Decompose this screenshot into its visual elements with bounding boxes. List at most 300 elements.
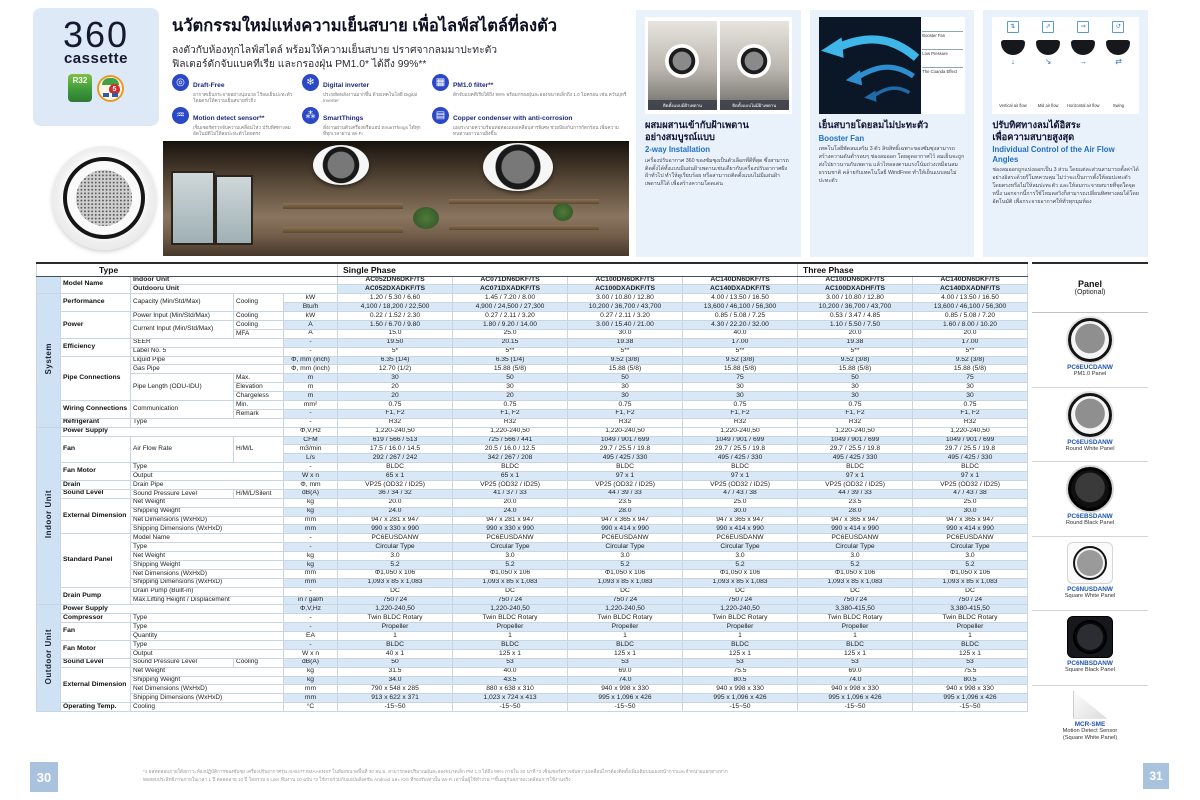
spec-value: DC <box>338 587 453 596</box>
feature-smartthings: ⁂ SmartThings สั่งงานผ่านตัวเครื่องหรือแอป SmartThings ได้ทุกที่ทุกเวลาผ่าน Wi-Fi <box>302 107 423 138</box>
unit-cell: A <box>284 320 338 329</box>
spec-value: 1049 / 901 / 699 <box>913 436 1028 445</box>
spec-value: 69.0 <box>798 667 913 676</box>
card-body: เทคโนโลยีพัดลมเสริม 3 ตัว ลิขสิทธิ์เฉพาะของซัมซุงสามารถสร้างความดันต่ำรอบๆ ช่องลมออก โดยดูดอากาศไว้ ลมเย็นจะถูกส่งไปยาวนานกับเพดาน แล้วไหลลงตามแรงโน้มถ่วงเหมือนลมธรรมชาติ คล้ายกับเทคโนโลยี WindFree ทำให้เย็นแบบลมไม่ปะทะตัว <box>818 145 965 184</box>
spec-value: 940 x 998 x 330 <box>683 685 798 694</box>
spec-value: 995 x 1,096 x 426 <box>683 694 798 703</box>
spec-value: 10,200 / 36,700 / 43,700 <box>798 303 913 312</box>
spec-value: 50 <box>338 658 453 667</box>
spec-value: 1,220-240,50 <box>568 605 683 614</box>
row-sublabel: Output <box>131 649 284 658</box>
spec-value: 30 <box>798 392 913 401</box>
unit-cell: Φ, mm (inch) <box>284 356 338 365</box>
spec-value: 750 / 24 <box>683 596 798 605</box>
spec-value: 65 x 1 <box>338 472 453 481</box>
spec-value: 20.15 <box>453 338 568 347</box>
flow-horizontal: ⇒ → Horizontal air flow <box>1067 21 1100 110</box>
r32-badge: R32 <box>68 74 92 102</box>
col-type-header: Type <box>37 263 338 276</box>
unit-cell: CFM <box>284 436 338 445</box>
cassette-silhouette <box>1036 40 1060 55</box>
draft-free-icon: ◎ <box>172 74 189 91</box>
spec-value: 940 x 998 x 330 <box>913 685 1028 694</box>
spec-value: BLDC <box>338 641 453 650</box>
row-subsublabel: MFA <box>234 329 284 338</box>
row-label: Sound Level <box>61 489 131 498</box>
spec-value: 990 x 330 x 990 <box>338 525 453 534</box>
circle-white-icon <box>1068 318 1112 362</box>
spec-value: Φ1,050 x 106 <box>453 569 568 578</box>
spec-value: PC6EUSDANW <box>913 534 1028 543</box>
spec-value: 23.5 <box>568 498 683 507</box>
spec-value: 1,093 x 85 x 1,083 <box>913 578 1028 587</box>
spec-value: 790 x 548 x 285 <box>338 685 453 694</box>
card-subtitle: Individual Control of the Air Flow Angles <box>992 145 1115 164</box>
unit-cell: Φ, mm (inch) <box>284 365 338 374</box>
indoor-model: AC100DN6DKF/TS <box>798 276 913 285</box>
row-subsublabel: Cooling <box>234 294 284 312</box>
flow-mid: ⇗ ↘ Mid air flow <box>1032 21 1065 110</box>
spec-value: BLDC <box>338 463 453 472</box>
spec-value: 0.75 <box>798 400 913 409</box>
spec-value: 0.53 / 3.47 / 4.85 <box>798 312 913 321</box>
spec-value: 30 <box>568 392 683 401</box>
spec-value: 880 x 638 x 310 <box>453 685 568 694</box>
unit-cell: W x n <box>284 472 338 481</box>
spec-value: 75 <box>913 374 1028 383</box>
spec-value: BLDC <box>798 641 913 650</box>
row-sublabel: Sound Pressure Level <box>131 658 234 667</box>
circle-white-icon <box>1068 393 1112 437</box>
spec-value: 0.75 <box>338 400 453 409</box>
spec-value: 24.0 <box>453 507 568 516</box>
spec-value: 1049 / 901 / 699 <box>683 436 798 445</box>
spec-value: 990 x 414 x 990 <box>913 525 1028 534</box>
spec-value: Twin BLDC Rotary <box>453 614 568 623</box>
spec-value: BLDC <box>913 463 1028 472</box>
spec-value: Twin BLDC Rotary <box>798 614 913 623</box>
spec-value: 5** <box>683 347 798 356</box>
spec-value: PC6EUSDANW <box>568 534 683 543</box>
spec-value: 20.0 <box>798 329 913 338</box>
spec-value: 30 <box>453 383 568 392</box>
feature-digital-inverter: ❄ Digital inverter ประหยัดพลังงานมากขึ้น ด้วยเทคโนโลยี Digital Inverter <box>302 74 423 105</box>
spec-value: Φ1,050 x 106 <box>913 569 1028 578</box>
panel-option <box>1032 462 1148 537</box>
unit-cell: kg <box>284 507 338 516</box>
spec-value: PC6EUSDANW <box>683 534 798 543</box>
row-sublabel: Label No. 5 <box>131 347 284 356</box>
spec-value: 28.0 <box>568 507 683 516</box>
row-label: Refrigerant <box>61 418 131 427</box>
spec-value: 30 <box>683 383 798 392</box>
unit-cell: mm <box>284 578 338 587</box>
spec-value: 36 / 34 / 32 <box>338 489 453 498</box>
unit-cell: Φ,V,Hz <box>284 605 338 614</box>
spec-value: F1, F2 <box>798 409 913 418</box>
unit-cell: m <box>284 392 338 401</box>
unit-cell: mm <box>284 525 338 534</box>
indoor-model: AC071DN6DKF/TS <box>453 276 568 285</box>
spec-value: 1049 / 901 / 699 <box>798 436 913 445</box>
unit-cell: mm <box>284 516 338 525</box>
spec-value: BLDC <box>568 641 683 650</box>
row-label: Power Supply <box>61 605 284 614</box>
cassette-grille <box>76 170 132 226</box>
spec-value: Φ1,050 x 106 <box>683 569 798 578</box>
spec-value: BLDC <box>453 463 568 472</box>
spec-value: Circular Type <box>453 543 568 552</box>
spec-value: Propeller <box>913 623 1028 632</box>
spec-value: 990 x 330 x 990 <box>453 525 568 534</box>
outdoor-unit-label: Outdooru Unit <box>131 285 338 294</box>
arrow-icon: ↘ <box>1044 57 1052 66</box>
row-label: External Dimension <box>61 498 131 534</box>
spec-value: Φ1,050 x 106 <box>338 569 453 578</box>
spec-value: Circular Type <box>338 543 453 552</box>
spec-value: 19.38 <box>798 338 913 347</box>
unit-cell: - <box>284 614 338 623</box>
spec-value: 947 x 365 x 947 <box>568 516 683 525</box>
row-label: Power <box>61 312 131 339</box>
row-subsublabel: H/M/L/Silent <box>234 489 284 498</box>
unit-cell: Φ, mm <box>284 480 338 489</box>
spec-value: 24.0 <box>338 507 453 516</box>
panel-option <box>1032 686 1148 761</box>
card-body: ช่องลมออกถูกแบ่งออกเป็น 3 ส่วน โดยแต่ละส่วนสามารถตั้งค่าได้อย่างอิสระด้วยรีโมทควบคุม ไม่ว่าจะเป็นการตั้งให้ลมปะทะตัวโดยตรงหรือไม่ให้ลมปะทะตัว และให้ลมกระจายสบายที่จุดใดจุดหนึ่ง นอกจากนี้การใช้โหมดสวิงก็สามารถเปลี่ยนทิศทางลมได้โดยอัตโนมัติ เพื่อกระจายอากาศให้ทั่วทุกมุมห้อง <box>992 166 1139 205</box>
page-number-right: 31 <box>1143 763 1169 789</box>
row-sublabel: Net Dimensions (WxHxD) <box>131 569 284 578</box>
spec-value: 342 / 267 / 208 <box>453 454 568 463</box>
spec-value: 1 <box>683 632 798 641</box>
panel-option <box>1032 611 1148 686</box>
spec-value: 1 <box>338 632 453 641</box>
spec-value: 0.27 / 2.11 / 3.20 <box>453 312 568 321</box>
spec-value: 4.00 / 13.50 / 16.50 <box>683 294 798 303</box>
unit-cell: kg <box>284 561 338 570</box>
spec-value: 1.50 / 6.70 / 9.80 <box>338 320 453 329</box>
spec-value: 495 / 425 / 330 <box>913 454 1028 463</box>
panel-option <box>1032 313 1148 388</box>
spec-value: 74.0 <box>568 676 683 685</box>
condenser-icon: ▤ <box>432 107 449 124</box>
panel-caption: Round White Panel <box>1065 445 1115 452</box>
spec-value: 940 x 998 x 330 <box>568 685 683 694</box>
indoor-unit-label: Indoor Unit <box>131 276 338 285</box>
spec-value: DC <box>683 587 798 596</box>
group-label: Indoor Unit <box>37 427 61 605</box>
indoor-model: AC140DN6DKF/TS <box>913 276 1028 285</box>
unit-cell: - <box>284 534 338 543</box>
row-label: Drain <box>61 480 131 489</box>
spec-value: 995 x 1,096 x 426 <box>568 694 683 703</box>
benefit-cards <box>636 10 1148 257</box>
indoor-model: AC140DN6DKF/TS <box>683 276 798 285</box>
unit-cell: kg <box>284 498 338 507</box>
spec-value: 5** <box>568 347 683 356</box>
row-subsublabel: Cooling <box>234 658 284 667</box>
row-sublabel: Type <box>131 543 284 552</box>
booster-fan-diagram: Booster Fan Low Pressure The Coanda Effect <box>819 17 966 114</box>
spec-value: 3.0 <box>568 552 683 561</box>
spec-value: 947 x 365 x 947 <box>683 516 798 525</box>
smartthings-icon: ⁂ <box>302 107 319 124</box>
spec-value: 13,600 / 46,100 / 56,300 <box>683 303 798 312</box>
row-label: Sound Level <box>61 658 131 667</box>
row-subsublabel: Cooling <box>234 320 284 329</box>
spec-value: Circular Type <box>568 543 683 552</box>
spec-value: 30 <box>798 383 913 392</box>
unit-cell: W x n <box>284 649 338 658</box>
panel-caption: Motion Detect Sensor <box>1062 727 1118 734</box>
footnotes: *1 ผลทดสอบภายใต้สภาวะห้องปฏิบัติการของซัมซุง เครื่องปรับอากาศรุ่น AH047TXMAAKNST ในห้องขนาดพื้นที่ 30 ลบ.ม. สามารถลดปริมาณฝุ่นละอองขนาดเล็ก PM 1.0 ได้ถึง 99% ภายใน 30 นาที *2 เซ็นเซอร์ตรวจจับความเคลื่อนไหวต้องติดตั้งเพิ่มเติมบนแผงหน้ากากและจำหน่ายแยกต่างหาก ทดสอบประสิทธิภาพภายในเวลา 1 ปี ตลอดอายุ 10 ปี โดยรวม 5 Liter ทีมงาน 10 ฉบับ *3 ใช้งานร่วมกับแอปพลิเคชัน Android และ iOS ที่รองรับเท่านั้น Wi-Fi เท่านั้นผู้ใช้ทำงาน **ขึ้นอยู่กับสภาพแวดล้อมการใช้งานจริง <box>143 769 728 782</box>
spec-value: 47 / 43 / 38 <box>913 489 1028 498</box>
installation-photos: ติดตั้งแบบมีฝ้าเพดาน ติดตั้งแบบไม่มีฝ้าเพดาน <box>645 17 792 114</box>
spec-value: 53 <box>683 658 798 667</box>
airflow-arrows <box>819 17 922 114</box>
group-label <box>37 276 61 294</box>
spec-value: 20 <box>338 383 453 392</box>
spec-value: 0.85 / 5.08 / 7.20 <box>913 312 1028 321</box>
spec-value: 495 / 425 / 330 <box>798 454 913 463</box>
logo-360: 360 <box>62 14 130 55</box>
spec-value: 20.5 / 16.0 / 12.5 <box>453 445 568 454</box>
circle-black-icon <box>1068 467 1112 511</box>
unit-cell: dB(A) <box>284 489 338 498</box>
spec-value: 75.5 <box>913 667 1028 676</box>
spec-value: Twin BLDC Rotary <box>683 614 798 623</box>
unit-cell: °C <box>284 703 338 712</box>
spec-value: 0.75 <box>913 400 1028 409</box>
panel-option <box>1032 388 1148 463</box>
spec-value: 1,220-240,50 <box>453 605 568 614</box>
row-label: Compressor <box>61 614 131 623</box>
spec-value: 5.2 <box>453 561 568 570</box>
card-body: เครื่องปรับอากาศ 360 ของซัมซุงเป็นตัวเลือกที่ดีที่สุด ซึ่งสามารถติดตั้งได้ทั้งแบบมีแผ่นฝ้าเพดานเช่นเดียวกับเครื่องปรับอากาศฝังฝ้าทั่วไป ทำให้ดูเรียบร้อย หรือสามารถติดตั้งแบบไม่มีแผ่นฝ้าเพดานก็ได้ เพื่อสร้างความโดดเด่น <box>645 157 789 188</box>
spec-value: 1,220-240,50 <box>338 427 453 436</box>
spec-value: Twin BLDC Rotary <box>568 614 683 623</box>
spec-value: BLDC <box>913 641 1028 650</box>
inverter-icon: ❄ <box>302 74 319 91</box>
spec-value: 4,100 / 18,200 / 22,500 <box>338 303 453 312</box>
spec-value: 50 <box>453 374 568 383</box>
spec-value: 97 x 1 <box>683 472 798 481</box>
spec-value: 20 <box>453 392 568 401</box>
row-label: External Dimension <box>61 667 131 703</box>
panel-caption: PM1.0 Panel <box>1073 371 1107 377</box>
panel-caption: Round Black Panel <box>1065 520 1115 526</box>
spec-value: 41 / 37 / 33 <box>453 489 568 498</box>
spec-value: R32 <box>568 418 683 427</box>
spec-value: 80.5 <box>913 676 1028 685</box>
spec-value: 0.75 <box>683 400 798 409</box>
spec-value: 125 x 1 <box>798 649 913 658</box>
row-sublabel: Type <box>131 463 284 472</box>
spec-value: 0.27 / 2.11 / 3.20 <box>568 312 683 321</box>
spec-value: 1,023 x 724 x 413 <box>453 694 568 703</box>
arrow-icon: ↓ <box>1010 57 1015 66</box>
spec-value: 15.0 <box>338 329 453 338</box>
unit-cell: Φ,V,Hz <box>284 427 338 436</box>
spec-value: 17.00 <box>913 338 1028 347</box>
swing-icon: ↺ <box>1112 21 1124 33</box>
spec-value: 995 x 1,096 x 426 <box>798 694 913 703</box>
spec-value: 125 x 1 <box>453 649 568 658</box>
spec-value: 0.85 / 5.08 / 7.25 <box>683 312 798 321</box>
outdoor-model: AC140DXADKF/TS <box>683 285 798 294</box>
spec-value: 1.60 / 8.00 / 10.20 <box>913 320 1028 329</box>
row-subsublabel: Elevation <box>234 383 284 392</box>
row-subsublabel: Remark <box>234 409 284 418</box>
row-sublabel: Model Name <box>131 534 284 543</box>
spec-value: 0.75 <box>453 400 568 409</box>
spec-value: VP25 (OD32 / ID25) <box>453 480 568 489</box>
row-sublabel: Net Dimensions (WxHxD) <box>131 685 284 694</box>
spec-value: 5.2 <box>913 561 1028 570</box>
spec-value: 9.52 (3/8) <box>683 356 798 365</box>
unit-cell: Btu/h <box>284 303 338 312</box>
feature-list <box>172 74 634 138</box>
spec-value: 28.0 <box>798 507 913 516</box>
spec-value: 29.7 / 25.5 / 19.8 <box>568 445 683 454</box>
spec-value: 1,220-240,50 <box>913 427 1028 436</box>
spec-value: Circular Type <box>798 543 913 552</box>
row-sublabel: Liquid Pipe <box>131 356 284 365</box>
spec-value: R32 <box>453 418 568 427</box>
spec-value: Propeller <box>338 623 453 632</box>
unit-cell: dB(A) <box>284 658 338 667</box>
outdoor-model: AC100DXADHF/TS <box>798 285 913 294</box>
spec-value: 5.2 <box>568 561 683 570</box>
filter-icon: ▦ <box>432 74 449 91</box>
row-subsublabel: Min. <box>234 400 284 409</box>
row-subsublabel: Max. <box>234 374 284 383</box>
unit-cell: mm <box>284 694 338 703</box>
spec-value: -15~50 <box>683 703 798 712</box>
row-sublabel: Net Weight <box>131 552 284 561</box>
spec-value: DC <box>453 587 568 596</box>
three-phase-header: Three Phase <box>798 263 1028 276</box>
spec-value: 40.0 <box>453 667 568 676</box>
spec-value: 947 x 365 x 947 <box>798 516 913 525</box>
spec-value: 1,220-240,50 <box>453 427 568 436</box>
cassette-product-image <box>52 146 156 250</box>
spec-value: BLDC <box>683 641 798 650</box>
spec-value: Φ1,050 x 106 <box>798 569 913 578</box>
panel-model-name: MCR-SME <box>1074 720 1106 728</box>
spec-value: 53 <box>568 658 683 667</box>
spec-value: 125 x 1 <box>913 649 1028 658</box>
spec-value: 1,220-240,50 <box>338 605 453 614</box>
outdoor-model: AC140DXADNF/TS <box>913 285 1028 294</box>
group-label: System <box>37 294 61 427</box>
row-sublabel: Shipping Weight <box>131 507 284 516</box>
spec-value: 13,600 / 46,100 / 56,300 <box>913 303 1028 312</box>
outdoor-model: AC100DXADKF/TS <box>568 285 683 294</box>
unit-cell: m <box>284 374 338 383</box>
model-name-label: Model Name <box>61 276 131 294</box>
row-label: Pipe Connections <box>61 356 131 400</box>
row-sublabel: Drain Pump (Built-in) <box>131 587 284 596</box>
spec-value: F1, F2 <box>453 409 568 418</box>
unit-cell: L/s <box>284 454 338 463</box>
outdoor-model: AC052DXADKF/TS <box>338 285 453 294</box>
spec-value: 495 / 425 / 330 <box>568 454 683 463</box>
spec-value: 53 <box>798 658 913 667</box>
spec-value: 990 x 414 x 990 <box>683 525 798 534</box>
row-sublabel: Drain Pipe <box>131 480 284 489</box>
row-sublabel: Shipping Weight <box>131 676 284 685</box>
spec-value: 75 <box>683 374 798 383</box>
spec-value: 50 <box>568 374 683 383</box>
unit-cell: EA <box>284 632 338 641</box>
spec-value: 1.10 / 5.50 / 7.50 <box>798 320 913 329</box>
brand-block <box>33 8 159 126</box>
spec-value: 50 <box>798 374 913 383</box>
spec-value: 5.2 <box>338 561 453 570</box>
unit-cell: - <box>284 463 338 472</box>
panel-model-name: PC6EBSDANW <box>1067 513 1113 520</box>
row-sublabel: Power Input (Min/Std/Max) <box>131 312 234 321</box>
specification-table <box>36 262 1028 712</box>
spec-value: 30 <box>338 374 453 383</box>
vertical-flow-icon: ⇅ <box>1007 21 1019 33</box>
spec-value: 20.0 <box>453 498 568 507</box>
spec-value: 17.00 <box>683 338 798 347</box>
spec-value: -15~50 <box>798 703 913 712</box>
spec-value: 30.0 <box>683 507 798 516</box>
spec-value: 3.0 <box>913 552 1028 561</box>
spec-value: BLDC <box>453 641 568 650</box>
spec-value: 1,093 x 85 x 1,083 <box>453 578 568 587</box>
spec-value: 1.80 / 9.20 / 14.00 <box>453 320 568 329</box>
spec-value: 15.88 (5/8) <box>453 365 568 374</box>
spec-value: 53 <box>913 658 1028 667</box>
spec-value: BLDC <box>683 463 798 472</box>
spec-value: VP25 (OD32 / ID25) <box>338 480 453 489</box>
card-title: ผสมผสานเข้ากับฝ้าเพดาน อย่างสมบูรณ์แบบ <box>645 120 749 142</box>
spec-value: 5.2 <box>683 561 798 570</box>
spec-value: 913 x 622 x 371 <box>338 694 453 703</box>
spec-value: R32 <box>913 418 1028 427</box>
spec-value: 947 x 365 x 947 <box>913 516 1028 525</box>
feature-motion-sensor: ♒ Motion detect sensor** เซ็นเซอร์ตรวจจับความเคลื่อนไหว ปรับทิศทางลมอัตโนมัติไม่ให้ลมปะทะตัวโดยตรง <box>172 107 293 138</box>
row-label: Fan Motor <box>61 463 131 481</box>
spec-value: -15~50 <box>913 703 1028 712</box>
row-label: Operating Temp. <box>61 703 131 712</box>
unit-cell: in / gal/h <box>284 596 338 605</box>
card-subtitle: 2-way Installation <box>645 145 710 155</box>
spec-value: 5* <box>338 347 453 356</box>
spec-value: 3.0 <box>338 552 453 561</box>
row-sublabel: Communication <box>131 400 234 418</box>
spec-value: 5** <box>798 347 913 356</box>
panel-caption: Square White Panel <box>1064 592 1116 599</box>
spec-value: 1,093 x 85 x 1,083 <box>568 578 683 587</box>
feature-pm1-filter: ▦ PM1.0 filter** ดักจับแบคทีเรียได้ถึง 99% พร้อมกรองฝุ่นละอองขนาดเล็กถึง 1.0 ไมครอน เช่น ควันบุหรี่ <box>432 74 634 105</box>
spec-value: 29.7 / 25.5 / 19.8 <box>913 445 1028 454</box>
page-subtitle: ลงตัวกับห้องทุกไลฟ์สไตล์ พร้อมให้ความเย็นสบาย ปราศจากลมมาปะทะตัว ฟิลเตอร์ดักจับแบคทีเรีย และกรองฝุ่น PM1.0* ได้ถึง 99%** <box>172 45 498 71</box>
spec-value: 97 x 1 <box>798 472 913 481</box>
arrow-icon: → <box>1079 57 1088 66</box>
spec-value: 3.00 / 10.80 / 12.80 <box>568 294 683 303</box>
row-sublabel: Pipe Length (ODU-IDU) <box>131 374 234 401</box>
unit-cell: - <box>284 587 338 596</box>
spec-value: 3.00 / 10.80 / 12.80 <box>798 294 913 303</box>
spec-value: DC <box>913 587 1028 596</box>
spec-value: PC6EUSDANW <box>798 534 913 543</box>
row-sublabel: Shipping Weight <box>131 561 284 570</box>
